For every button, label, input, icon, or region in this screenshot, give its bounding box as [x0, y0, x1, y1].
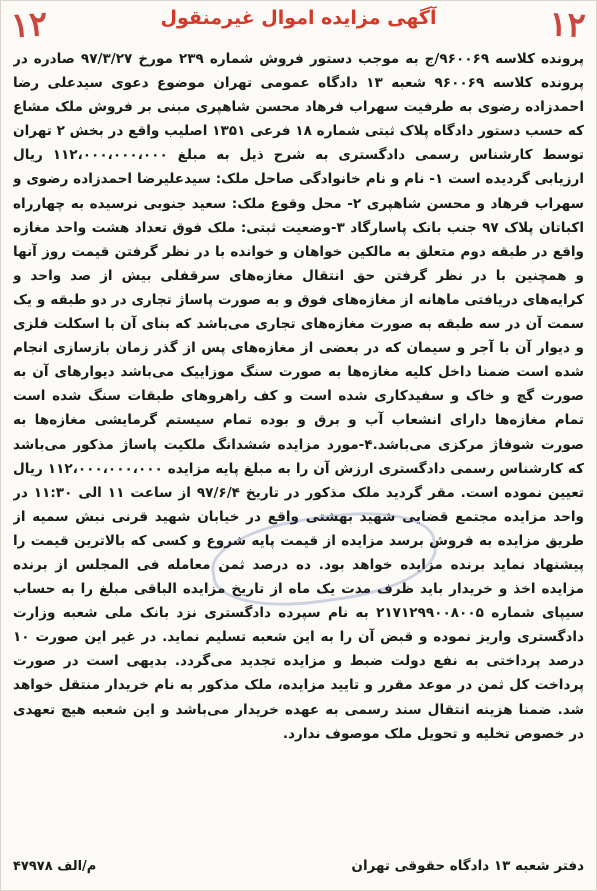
handwritten-number-left: ۱۲ — [9, 3, 49, 47]
auction-notice-body: پرونده کلاسه ۹۶۰۰۶۹/ج به موجب دستور فروش شماره ۲۳۹ مورخ ۹۷/۳/۲۷ صادره در پرونده کلاسه ۹۶۰۰۶۹ شعبه ۱۳ دادگاه عمومی تهران موضوع دعوی سیدعلی رضا احمدزاده رضوی به طرفیت سهراب فرهاد محسن شاهپری مبنی بر فروش ملک مشاع که حسب دستور دادگاه پلاک ثبتی شماره ۱۸ فرعی ۱۳۵۱ اصلیب واقع در بخش ۲ تهران توسط کارشناس رسمی دادگستری به شرح ذیل به مبلغ ۱۱۲،۰۰۰،۰۰۰،۰۰۰ ریال ارزیابی گردیده است ۱- نام و نام خانوادگی صاحل ملک: سیدعلیرضا احمدزاده رضوی و سهراب فرهاد و محسن شاهپری ۲- محل وقوع ملک: سعید جنوبی نرسیده به چهارراه اکباتان پلاک ۹۷ جنب بانک پاسارگاد ۳-وضعیت ثبتی: ملک فوق تعداد هشت واحد مغازه واقع در طبقه دوم متعلق به مالکین خواهان و خوانده با در نظر گرفتن قیمت روز آنها و همچنین با در نظر گرفتن حق انتقال مغازه‌های سرقفلی بیش از صد واحد و کرایه‌های دریافتی ماهانه از مغازه‌های فوق و به صورت پاساژ تجاری در دو طبقه و یک سمت آن در سه طبقه به صورت مغازه‌های تجاری می‌باشد که بنای آن با اسکلت فلزی و دیوار آن با آجر و سیمان که در بعضی از مغازه‌های پس از گذر زمان بازسازی انجام شده است ضمنا داخل کلیه مغازه‌ها به صورت سنگ موزاییک می‌باشد دیوارهای آن به صورت گچ و خاک و سفیدکاری شده است و کف راهروهای طبقات سنگ شده است تمام مغازه‌ها دارای انشعاب آب و برق و بوده تمام سیستم گرمایشی مغازه‌ها به صورت شوفاژ مرکزی می‌باشد.۴-مورد مزایده ششدانگ ملکیت پاساژ مذکور می‌باشد که کارشناس رسمی دادگستری ارزش آن را به مبلغ پایه مزایده ۱۱۲،۰۰۰،۰۰۰،۰۰۰ ریال تعیین نموده است. مقر گردید ملک مذکور در تاریخ ۹۷/۶/۴ از ساعت ۱۱ الی ۱۱:۳۰ در واحد مزایده مجتمع قضایی شهید بهشتی واقع در خیابان شهید قرنی نبش سمیه از طریق مزایده به فروش برسد مزایده از قیمت پایه شروع و کسی که بالاترین قیمت را پیشنهاد نماید برنده مزایده خواهد بود. ده درصد ثمن معامله فی المجلس از برنده مزایده اخذ و خریدار باید ظرف مدت یک ماه از تاریخ مزایده الباقی مبلغ را به حساب سیپای شماره ۲۱۷۱۲۹۹۰۰۸۰۰۵ به نام سپرده دادگستری نزد بانک ملی شعبه وزارت دادگستری واریز نموده و قبض آن را به این شعبه تسلیم نماید. در غیر این صورت ۱۰ درصد پرداختی به نفع دولت ضبط و مزایده تجدید می‌گردد. بدیهی است در صورت پرداخت کل ثمن در موعد مقرر و تایید مزایده، ملک مذکور به نام خریدار منتقل خواهد شد. ضمنا هزینه انتقال سند رسمی به عهده خریدار می‌باشد و این شعبه هیچ تعهدی در خصوص تخلیه و تحویل ملک موصوف ندارد. — [13, 51, 584, 742]
footer-code: م/الف ۴۷۹۷۸ — [13, 858, 97, 874]
footer — [13, 858, 584, 874]
handwritten-number-right: ۱۲ — [548, 4, 588, 46]
footer-department: دفتر شعبه ۱۳ دادگاه حقوقی تهران — [351, 858, 584, 874]
page-title: آگهی مزایده اموال غیرمنقول — [160, 7, 437, 29]
